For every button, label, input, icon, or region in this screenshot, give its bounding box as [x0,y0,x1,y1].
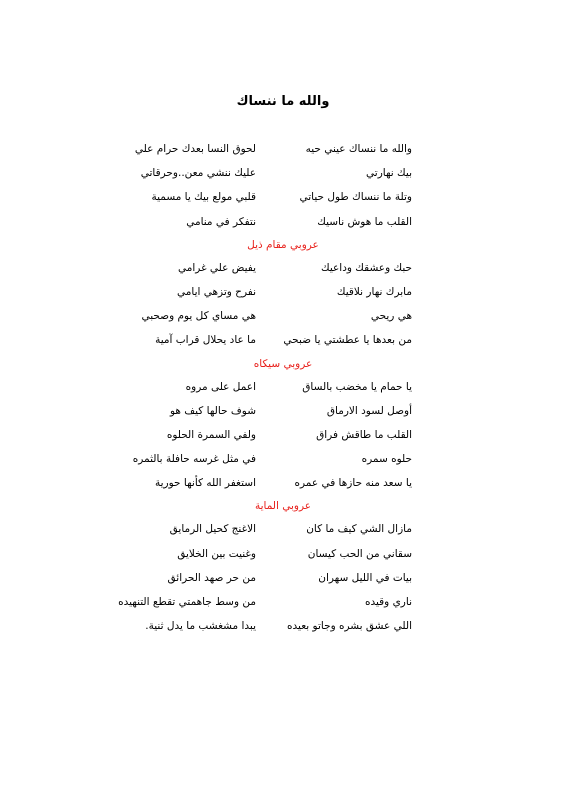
second-hemistich: هي مساي كل يوم وصحبي [141,310,256,323]
verse-line [0,590,566,614]
second-hemistich: نفرح وتزهي ايامي [177,285,256,298]
second-hemistich: يفيض علي غرامي [177,261,256,274]
verse-line [0,447,566,471]
poem-body [0,137,566,638]
second-hemistich: من حر صهد الحرائق [167,571,256,584]
first-hemistich: يا حمام يا مخضب بالساق [302,380,412,393]
verse-line [0,137,566,161]
second-hemistich: في مثل غرسه حافلة بالثمره [132,453,256,466]
second-hemistich: يبدا مشغشب ما يدل ثنية. [145,620,256,633]
second-hemistich: اعمل على مروه [185,380,256,393]
first-hemistich: بيك نهارتي [366,167,412,180]
verse-line [0,399,566,423]
first-hemistich: القلب ما هوش ناسيك [317,215,412,228]
first-hemistich: من بعدها يا عطشتي يا ضبحي [283,334,412,347]
second-hemistich: الاغنج كحيل الرمايق [169,523,256,536]
second-hemistich: لحوق النسا بعدك حرام علي [134,143,256,155]
verse-line [0,471,566,495]
verse-line [0,161,566,185]
verse-line [0,280,566,304]
second-hemistich: من وسط جاهمتي تقطع التنهيده [118,596,256,608]
verse-line [0,614,566,638]
second-hemistich: استغفر الله كأنها حورية [155,477,256,490]
section-heading: عروبي مقام ذيل [247,238,319,251]
verse-line [0,423,566,447]
first-hemistich: بيات في الليل سهران [318,571,412,584]
first-hemistich: حبك وعشقك وداعيك [321,261,412,274]
second-hemistich: قلبي مولع بيك يا مسمية [151,191,256,204]
verse-line [0,542,566,566]
verse-line [0,210,566,234]
poem-title: والله ما ننساك [236,94,330,109]
first-hemistich: يا سعد منه حازها في عمره [294,477,412,490]
verse-line [0,375,566,399]
first-hemistich: أوصل لسود الارماق [326,404,412,417]
first-hemistich: القلب ما طاقش فراق [316,428,412,441]
second-hemistich: نتفكر في منامي [186,215,256,228]
first-hemistich: والله ما ننساك عيني حيه [305,143,412,155]
section-heading: عروبي سيكاه [253,357,313,370]
verse-line [0,328,566,352]
section-heading: عروبي الماية [254,500,312,513]
verse-line [0,256,566,280]
second-hemistich: وغنيت بين الخلايق [177,547,256,560]
second-hemistich: ما عاد يحلال قراب آمية [155,334,256,347]
first-hemistich: اللي عشق بشره وجاتو بعيده [287,620,412,633]
second-hemistich: شوف حالها كيف هو [169,404,256,417]
first-hemistich: ناري وقيده [364,596,412,608]
verse-line [0,566,566,590]
second-hemistich: ولفي السمرة الحلوه [166,428,256,441]
first-hemistich: سقاني من الحب كيسان [307,547,412,560]
verse-line [0,304,566,328]
second-hemistich: عليك ننشي معن..وحرقاتي [140,167,256,180]
first-hemistich: هي ريحي [370,310,412,323]
verse-line [0,517,566,541]
first-hemistich: مازال الشي كيف ما كان [306,523,412,536]
verse-line [0,185,566,209]
first-hemistich: مابرك نهار نلاقيك [336,285,412,298]
first-hemistich: حلوه سمره [361,453,412,466]
first-hemistich: وتلة ما ننساك طول حياتي [299,191,412,204]
